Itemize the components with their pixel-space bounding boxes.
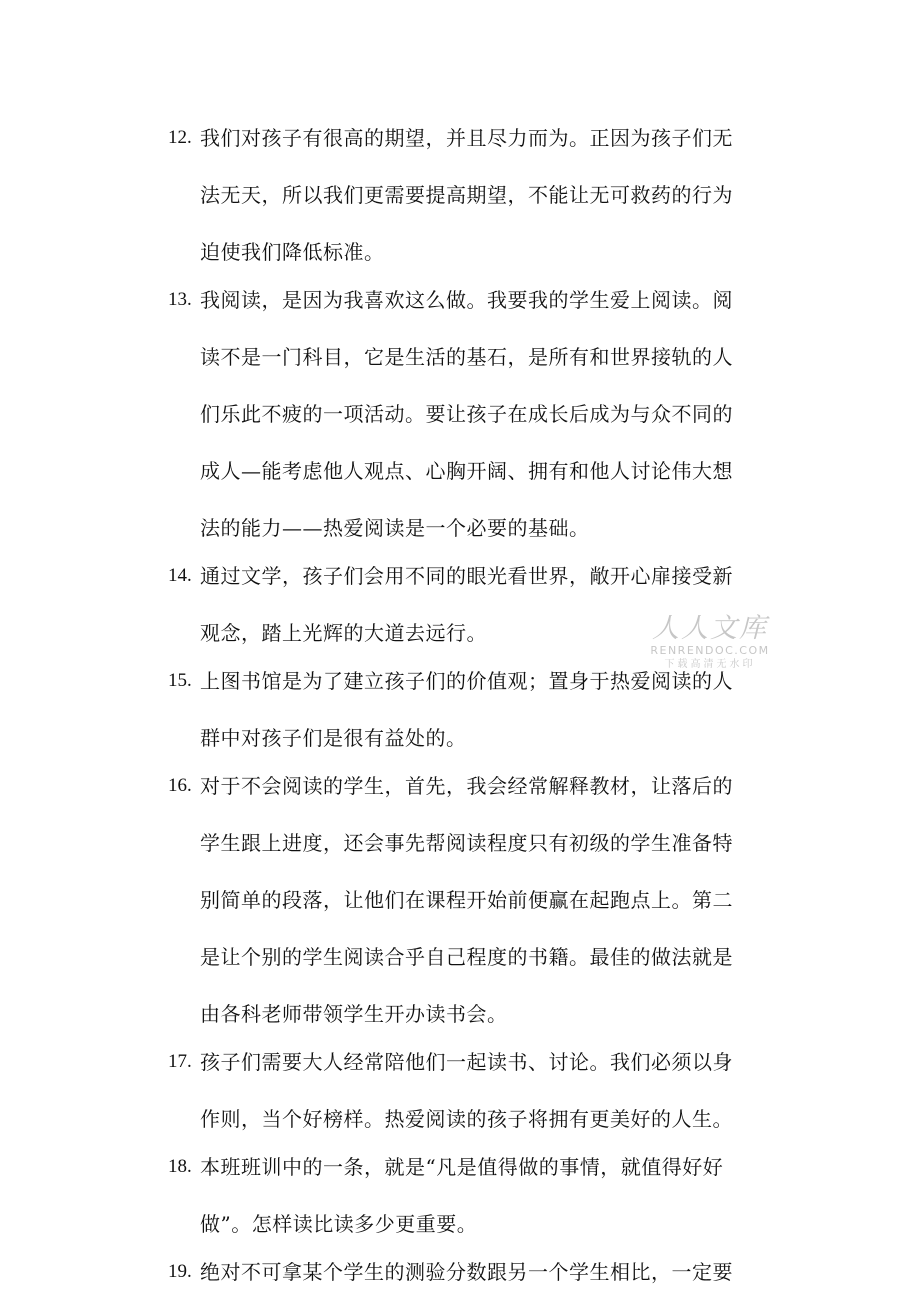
- item-text-line: 通过文学，孩子们会用不同的眼光看世界，敞开心扉接受新: [200, 564, 733, 588]
- list-item: [168, 1147, 768, 1244]
- item-number: 13.: [168, 289, 192, 310]
- item-number: 15.: [168, 670, 192, 691]
- item-number: 17.: [168, 1051, 192, 1072]
- item-text-line: 做”。怎样读比读多少更重要。: [200, 1212, 478, 1236]
- list-item: [168, 280, 768, 548]
- item-text-line: 孩子们需要大人经常陪他们一起读书、讨论。我们必须以身: [200, 1050, 733, 1074]
- list-item: [168, 766, 768, 1034]
- item-text-line: 们乐此不疲的一项活动。要让孩子在成长后成为与众不同的: [200, 402, 733, 426]
- watermark-title: 人人文库: [652, 613, 768, 644]
- watermark-note: 下载高清无水印: [664, 659, 756, 670]
- item-number: 19.: [168, 1261, 192, 1282]
- quote-list: [168, 118, 768, 1300]
- list-item: [168, 661, 768, 758]
- item-number: 12.: [168, 127, 192, 148]
- item-text-line: 迫使我们降低标准。: [200, 240, 385, 264]
- item-number: 16.: [168, 775, 192, 796]
- item-text-line: 上图书馆是为了建立孩子们的价值观；置身于热爱阅读的人: [200, 669, 733, 693]
- item-text-line: 学生跟上进度，还会事先帮阅读程度只有初级的学生准备特: [200, 831, 733, 855]
- item-text-line: 法的能力——热爱阅读是一个必要的基础。: [200, 516, 590, 540]
- list-item: [168, 118, 768, 272]
- item-text-line: 群中对孩子们是很有益处的。: [200, 726, 467, 750]
- item-text-line: 成人—能考虑他人观点、心胸开阔、拥有和他人讨论伟大想: [200, 459, 733, 483]
- item-text-line: 由各科老师带领学生开办读书会。: [200, 1002, 508, 1026]
- item-text-line: 我阅读，是因为我喜欢这么做。我要我的学生爱上阅读。阅: [200, 288, 733, 312]
- item-text-line: 我们对孩子有很高的期望，并且尽力而为。正因为孩子们无: [200, 126, 733, 150]
- item-text-line: 作则，当个好榜样。热爱阅读的孩子将拥有更美好的人生。: [200, 1107, 733, 1131]
- item-text-line: 本班班训中的一条，就是“凡是值得做的事情，就值得好好: [200, 1155, 724, 1179]
- list-item: [168, 1042, 768, 1139]
- watermark: [648, 614, 772, 672]
- item-text-line: 绝对不可拿某个学生的测验分数跟另一个学生相比，一定要: [200, 1260, 733, 1284]
- item-number: 18.: [168, 1156, 192, 1177]
- item-text-line: 是让个别的学生阅读合乎自己程度的书籍。最佳的做法就是: [200, 945, 733, 969]
- watermark-site: RENRENDOC.COM: [650, 644, 770, 657]
- item-text-line: 别简单的段落，让他们在课程开始前便赢在起跑点上。第二: [200, 888, 733, 912]
- item-text-line: 对于不会阅读的学生，首先，我会经常解释教材，让落后的: [200, 774, 733, 798]
- item-text-line: 法无天，所以我们更需要提高期望，不能让无可救药的行为: [200, 183, 733, 207]
- item-number: 14.: [168, 565, 192, 586]
- list-item: [168, 1252, 768, 1292]
- item-text-line: 读不是一门科目，它是生活的基石，是所有和世界接轨的人: [200, 345, 733, 369]
- item-text-line: 观念，踏上光辉的大道去远行。: [200, 621, 487, 645]
